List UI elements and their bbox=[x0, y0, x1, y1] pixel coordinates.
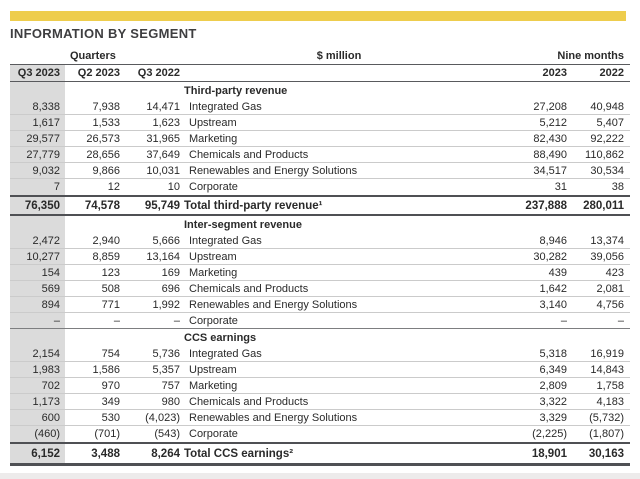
total-q2-2023: 74,578 bbox=[84, 199, 120, 212]
row-label: Corporate bbox=[189, 428, 238, 440]
total-nine-months-2023: 237,888 bbox=[525, 199, 567, 212]
cell-q3-2023: (460) bbox=[10, 426, 65, 442]
row-label: Chemicals and Products bbox=[189, 282, 309, 295]
cell-q2-2023: 12 bbox=[107, 181, 120, 193]
cell-q3-2022: 1,992 bbox=[152, 298, 180, 311]
cell-q3-2023: 29,577 bbox=[10, 131, 65, 146]
section-header-label: Inter-segment revenue bbox=[184, 218, 302, 231]
page-title: INFORMATION BY SEGMENT bbox=[10, 26, 197, 41]
row-label: Renewables and Energy Solutions bbox=[189, 411, 358, 424]
cell-nine-months-2023: 8,946 bbox=[539, 234, 567, 247]
cell-nine-months-2023: 1,642 bbox=[539, 282, 567, 295]
total-label: Total third-party revenue¹ bbox=[184, 199, 323, 212]
cell-nine-months-2022: 39,056 bbox=[590, 250, 624, 263]
cell-q3-2023: 154 bbox=[10, 265, 65, 280]
cell-q3-2022: 5,736 bbox=[152, 347, 180, 360]
column-group-header-row bbox=[10, 48, 630, 65]
unit-label: $ million bbox=[316, 50, 362, 62]
section-spacer-q3-2023 bbox=[10, 216, 65, 233]
cell-q3-2023: 10,277 bbox=[10, 249, 65, 264]
section-spacer-q3-2022 bbox=[123, 216, 183, 233]
cell-q3-2023: 7 bbox=[10, 179, 65, 195]
section-spacer-nm-2022 bbox=[567, 82, 630, 99]
cell-nine-months-2022: 38 bbox=[611, 181, 624, 193]
cell-q3-2022: 13,164 bbox=[146, 250, 180, 263]
cell-nine-months-2023: 3,322 bbox=[539, 395, 567, 408]
cell-q2-2023: 26,573 bbox=[86, 132, 120, 145]
cell-q3-2022: 169 bbox=[161, 266, 180, 279]
section-spacer-q3-2022 bbox=[123, 82, 183, 99]
accent-bar bbox=[10, 11, 626, 21]
cell-q2-2023: 1,533 bbox=[92, 116, 120, 129]
cell-nine-months-2023: 27,208 bbox=[533, 100, 567, 113]
section-header-row bbox=[10, 216, 630, 233]
cell-nine-months-2022: 423 bbox=[605, 266, 624, 279]
cell-nine-months-2022: (5,732) bbox=[589, 411, 624, 424]
section-spacer-nm-2022 bbox=[567, 216, 630, 233]
cell-nine-months-2022: – bbox=[617, 314, 624, 327]
cell-nine-months-2023: 439 bbox=[548, 266, 567, 279]
cell-q3-2023: 9,032 bbox=[10, 163, 65, 178]
total-q3-2023: 6,152 bbox=[10, 444, 65, 463]
section-spacer-q3-2022 bbox=[123, 329, 183, 346]
cell-q2-2023: 8,859 bbox=[92, 250, 120, 263]
row-label: Renewables and Energy Solutions bbox=[189, 164, 358, 177]
section-spacer-nm-2022 bbox=[567, 329, 630, 346]
section-spacer-q3-2023 bbox=[10, 82, 65, 99]
row-label: Upstream bbox=[189, 116, 237, 129]
section-spacer-nm-2023 bbox=[495, 82, 567, 99]
cell-nine-months-2023: – bbox=[560, 314, 567, 327]
total-row bbox=[10, 195, 630, 216]
row-label: Upstream bbox=[189, 250, 237, 263]
cell-nine-months-2023: 3,140 bbox=[539, 298, 567, 311]
segment-table bbox=[10, 48, 630, 466]
cell-nine-months-2023: 2,809 bbox=[539, 379, 567, 392]
col-header-nine-months-2023: 2023 bbox=[542, 67, 567, 79]
cell-q2-2023: 970 bbox=[101, 379, 120, 392]
cell-q3-2022: 14,471 bbox=[146, 100, 180, 113]
table-row bbox=[10, 131, 630, 147]
row-label: Chemicals and Products bbox=[189, 395, 309, 408]
cell-q3-2022: 980 bbox=[161, 395, 180, 408]
row-label: Upstream bbox=[189, 363, 237, 376]
total-nine-months-2022: 280,011 bbox=[583, 199, 624, 212]
cell-nine-months-2023: (2,225) bbox=[532, 428, 567, 440]
section-spacer-nm-2023 bbox=[495, 329, 567, 346]
row-label: Integrated Gas bbox=[189, 100, 262, 113]
cell-q2-2023: 530 bbox=[101, 411, 120, 424]
column-header-row bbox=[10, 65, 630, 82]
col-header-q3-2022: Q3 2022 bbox=[137, 67, 180, 79]
total-label: Total CCS earnings² bbox=[184, 447, 294, 460]
total-row bbox=[10, 442, 630, 466]
bottom-band bbox=[0, 473, 640, 479]
cell-q3-2023: 894 bbox=[10, 297, 65, 312]
cell-nine-months-2022: 14,843 bbox=[590, 363, 624, 376]
cell-q3-2023: 1,173 bbox=[10, 394, 65, 409]
cell-q2-2023: (701) bbox=[94, 428, 120, 440]
row-label: Chemicals and Products bbox=[189, 148, 309, 161]
cell-q3-2023: 2,472 bbox=[10, 233, 65, 248]
table-row bbox=[10, 163, 630, 179]
total-nine-months-2023: 18,901 bbox=[531, 447, 567, 460]
cell-q3-2022: 10,031 bbox=[146, 164, 180, 177]
row-label: Integrated Gas bbox=[189, 234, 262, 247]
cell-q2-2023: 2,940 bbox=[92, 234, 120, 247]
cell-q3-2023: 702 bbox=[10, 378, 65, 393]
cell-q2-2023: 349 bbox=[101, 395, 120, 408]
cell-nine-months-2023: 34,517 bbox=[533, 164, 567, 177]
nine-months-group-label: Nine months bbox=[557, 50, 624, 62]
table-row bbox=[10, 378, 630, 394]
table-row bbox=[10, 394, 630, 410]
section-spacer-nm-2023 bbox=[495, 216, 567, 233]
cell-q3-2022: 757 bbox=[161, 379, 180, 392]
section-header-row bbox=[10, 329, 630, 346]
table-row bbox=[10, 281, 630, 297]
cell-q3-2022: (4,023) bbox=[145, 411, 180, 424]
cell-nine-months-2022: 1,758 bbox=[596, 379, 624, 392]
cell-q3-2023: – bbox=[10, 313, 65, 328]
section-header-label: CCS earnings bbox=[184, 331, 257, 344]
section-header-label: Third-party revenue bbox=[184, 84, 288, 97]
cell-nine-months-2022: 5,407 bbox=[596, 116, 624, 129]
cell-q3-2022: (543) bbox=[154, 428, 180, 440]
quarters-group-label: Quarters bbox=[70, 50, 116, 62]
cell-q3-2023: 8,338 bbox=[10, 99, 65, 114]
cell-q2-2023: – bbox=[113, 314, 120, 327]
table-row bbox=[10, 313, 630, 329]
table-row bbox=[10, 265, 630, 281]
table-row bbox=[10, 179, 630, 195]
cell-q3-2022: 1,623 bbox=[152, 116, 180, 129]
row-label: Corporate bbox=[189, 314, 238, 327]
col-header-spacer bbox=[183, 65, 495, 81]
cell-nine-months-2022: 30,534 bbox=[590, 164, 624, 177]
total-q3-2022: 8,264 bbox=[151, 447, 180, 460]
cell-q2-2023: 28,656 bbox=[86, 148, 120, 161]
total-q3-2022: 95,749 bbox=[144, 199, 180, 212]
table-row bbox=[10, 147, 630, 163]
col-header-nine-months-2022: 2022 bbox=[599, 67, 624, 79]
row-label: Integrated Gas bbox=[189, 347, 262, 360]
cell-q3-2022: 10 bbox=[167, 181, 180, 193]
row-label: Marketing bbox=[189, 379, 238, 392]
cell-q3-2022: 5,357 bbox=[152, 363, 180, 376]
cell-nine-months-2023: 82,430 bbox=[533, 132, 567, 145]
total-nine-months-2022: 30,163 bbox=[588, 447, 624, 460]
cell-nine-months-2023: 6,349 bbox=[539, 363, 567, 376]
row-label: Marketing bbox=[189, 132, 238, 145]
section-spacer-q3-2023 bbox=[10, 329, 65, 346]
cell-nine-months-2022: 13,374 bbox=[590, 234, 624, 247]
cell-q2-2023: 754 bbox=[101, 347, 120, 360]
cell-q3-2023: 1,617 bbox=[10, 115, 65, 130]
table-row bbox=[10, 362, 630, 378]
cell-q2-2023: 123 bbox=[101, 266, 120, 279]
total-q3-2023: 76,350 bbox=[10, 197, 65, 214]
cell-nine-months-2022: 110,862 bbox=[585, 148, 624, 161]
row-label: Marketing bbox=[189, 266, 238, 279]
cell-nine-months-2023: 5,318 bbox=[539, 347, 567, 360]
section-header-row bbox=[10, 82, 630, 99]
total-q2-2023: 3,488 bbox=[91, 447, 120, 460]
cell-q3-2023: 600 bbox=[10, 410, 65, 425]
row-label: Renewables and Energy Solutions bbox=[189, 298, 358, 311]
row-label: Corporate bbox=[189, 181, 238, 193]
cell-q2-2023: 1,586 bbox=[92, 363, 120, 376]
cell-nine-months-2022: 2,081 bbox=[596, 282, 624, 295]
table-row bbox=[10, 426, 630, 442]
cell-nine-months-2023: 5,212 bbox=[539, 116, 567, 129]
section-spacer-q2-2023 bbox=[65, 82, 123, 99]
section-spacer-q2-2023 bbox=[65, 329, 123, 346]
cell-q3-2023: 1,983 bbox=[10, 362, 65, 377]
cell-q2-2023: 9,866 bbox=[92, 164, 120, 177]
cell-q3-2022: 696 bbox=[161, 282, 180, 295]
cell-q3-2022: 5,666 bbox=[152, 234, 180, 247]
cell-nine-months-2023: 30,282 bbox=[533, 250, 567, 263]
table-body bbox=[10, 82, 630, 466]
cell-q2-2023: 508 bbox=[101, 282, 120, 295]
cell-q3-2023: 2,154 bbox=[10, 346, 65, 361]
cell-nine-months-2023: 31 bbox=[554, 181, 567, 193]
col-header-q2-2023: Q2 2023 bbox=[77, 67, 120, 79]
table-row bbox=[10, 233, 630, 249]
cell-q3-2023: 27,779 bbox=[10, 147, 65, 162]
cell-q3-2022: 31,965 bbox=[146, 132, 180, 145]
cell-nine-months-2022: 40,948 bbox=[590, 100, 624, 113]
table-row bbox=[10, 297, 630, 313]
table-row bbox=[10, 249, 630, 265]
cell-nine-months-2022: 16,919 bbox=[590, 347, 624, 360]
cell-q3-2022: 37,649 bbox=[146, 148, 180, 161]
cell-nine-months-2023: 88,490 bbox=[533, 148, 567, 161]
cell-q3-2023: 569 bbox=[10, 281, 65, 296]
cell-nine-months-2023: 3,329 bbox=[539, 411, 567, 424]
table-row bbox=[10, 346, 630, 362]
col-header-q3-2023: Q3 2023 bbox=[10, 65, 65, 81]
table-row bbox=[10, 115, 630, 131]
cell-nine-months-2022: (1,807) bbox=[589, 428, 624, 440]
cell-nine-months-2022: 4,756 bbox=[596, 298, 624, 311]
cell-nine-months-2022: 92,222 bbox=[590, 132, 624, 145]
cell-q2-2023: 7,938 bbox=[92, 100, 120, 113]
cell-nine-months-2022: 4,183 bbox=[596, 395, 624, 408]
section-spacer-q2-2023 bbox=[65, 216, 123, 233]
table-row bbox=[10, 99, 630, 115]
cell-q2-2023: 771 bbox=[101, 298, 120, 311]
table-row bbox=[10, 410, 630, 426]
cell-q3-2022: – bbox=[173, 314, 180, 327]
